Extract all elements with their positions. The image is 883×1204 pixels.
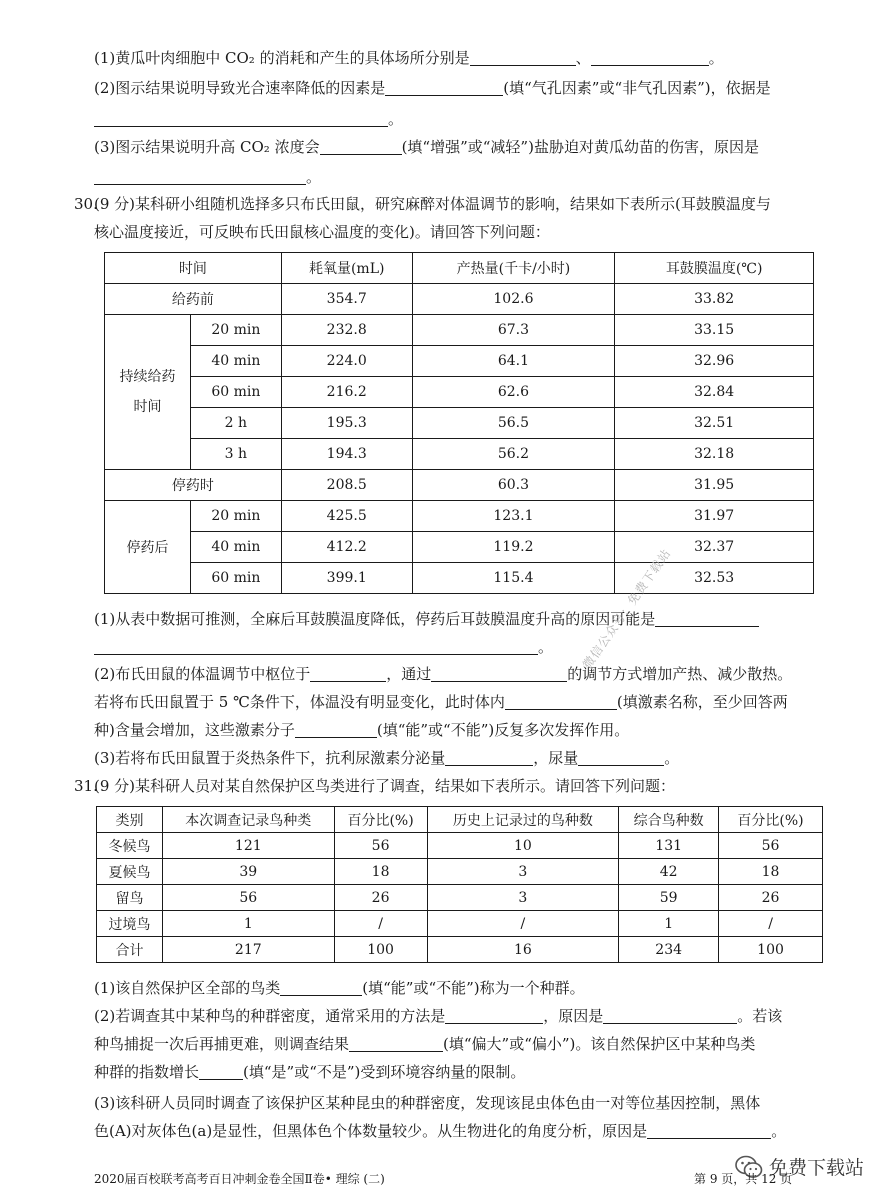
header-cell: 百分比(%)	[334, 807, 427, 833]
table-cell: 32.84	[615, 377, 814, 408]
table-cell: 425.5	[281, 501, 412, 532]
answer-blank[interactable]	[470, 49, 576, 66]
q31-part3: (3)该科研人员同时调查了该保护区某种昆虫的种群密度，发现该昆虫体色由一对等位基因控制，黑体	[94, 1094, 761, 1112]
table-row	[97, 833, 823, 859]
footer-left: 2020届百校联考高考百日冲刺金卷全国Ⅱ卷• 理综 (二)	[94, 1172, 385, 1186]
q31-part3-cont: 色(A)对灰体色(a)是显性，但黑体色个体数量较少。从生物进化的角度分析，原因是 。	[94, 1122, 787, 1140]
table-cell: 119.2	[412, 532, 615, 563]
table-cell: 216.2	[281, 377, 412, 408]
time-cell: 20 min	[190, 315, 281, 346]
table-row	[105, 501, 814, 532]
table-cell: 42	[619, 859, 719, 885]
answer-blank[interactable]	[94, 638, 538, 655]
answer-blank[interactable]	[295, 721, 377, 738]
table-row	[105, 470, 814, 501]
table-cell: 32.37	[615, 532, 814, 563]
time-cell: 40 min	[190, 346, 281, 377]
table-row	[105, 284, 814, 315]
time-cell: 40 min	[190, 532, 281, 563]
answer-blank[interactable]	[578, 749, 664, 766]
table-cell: 208.5	[281, 470, 412, 501]
table-cell: 33.82	[615, 284, 814, 315]
header-cell: 耗氧量(mL)	[281, 253, 412, 284]
table-cell: 33.15	[615, 315, 814, 346]
answer-blank[interactable]	[655, 610, 759, 627]
table-cell: /	[334, 911, 427, 937]
row-label: 夏候鸟	[97, 859, 163, 885]
table-cell: 56	[334, 833, 427, 859]
table-cell: 18	[334, 859, 427, 885]
header-cell: 耳鼓膜温度(℃)	[615, 253, 814, 284]
table-cell: 56	[719, 833, 823, 859]
q30-part3: (3)若将布氏田鼠置于炎热条件下，抗利尿激素分泌量 ，尿量 。	[94, 749, 680, 767]
answer-blank[interactable]	[647, 1122, 771, 1139]
table-cell: 32.18	[615, 439, 814, 470]
table-row	[97, 937, 823, 963]
q29-part2-cont: 。	[94, 109, 827, 129]
table-cell: 31.97	[615, 501, 814, 532]
q31-data-table	[96, 806, 823, 963]
q30-data-table	[104, 252, 814, 594]
header-cell: 本次调查记录鸟种类	[162, 807, 334, 833]
header-cell: 综合鸟种数	[619, 807, 719, 833]
table-cell: 121	[162, 833, 334, 859]
table-row	[105, 346, 814, 377]
table-cell: 64.1	[412, 346, 615, 377]
table-cell: 232.8	[281, 315, 412, 346]
table-row	[105, 439, 814, 470]
table-cell: 26	[334, 885, 427, 911]
header-cell: 类别	[97, 807, 163, 833]
group-label	[105, 315, 191, 470]
table-cell: 217	[162, 937, 334, 963]
answer-blank[interactable]	[199, 1063, 243, 1080]
row-label: 停药时	[105, 470, 282, 501]
q31-number: 31.	[74, 777, 98, 795]
table-cell: 412.2	[281, 532, 412, 563]
table-cell: 1	[619, 911, 719, 937]
time-cell: 2 h	[190, 408, 281, 439]
q31-part2: (2)若调查其中某种鸟的种群密度，通常采用的方法是 ，原因是 。若该	[94, 1007, 783, 1025]
table-cell: 194.3	[281, 439, 412, 470]
table-row	[105, 532, 814, 563]
table-cell: 1	[162, 911, 334, 937]
table-row	[97, 859, 823, 885]
table-row	[105, 408, 814, 439]
table-cell: 234	[619, 937, 719, 963]
q29-part1: (1)黄瓜叶肉细胞中 CO₂ 的消耗和产生的具体场所分别是 、 。	[94, 49, 724, 67]
table-cell: 56	[162, 885, 334, 911]
q29-part3: (3)图示结果说明升高 CO₂ 浓度会 (填“增强”或“减轻”)盐胁迫对黄瓜幼苗的伤害，原因是	[94, 138, 759, 156]
table-header-row	[105, 253, 814, 284]
q31-stem: (9 分)某科研人员对某自然保护区鸟类进行了调查，结果如下表所示。请回答下列问题：	[94, 777, 676, 795]
table-row	[105, 377, 814, 408]
table-cell: 195.3	[281, 408, 412, 439]
table-cell: 56.5	[412, 408, 615, 439]
table-cell: 100	[334, 937, 427, 963]
answer-blank[interactable]	[591, 49, 709, 66]
table-cell: 31.95	[615, 470, 814, 501]
q31-part1: (1)该自然保护区全部的鸟类 (填“能”或“不能”)称为一个种群。	[94, 979, 585, 997]
table-cell: 16	[427, 937, 619, 963]
time-cell: 3 h	[190, 439, 281, 470]
header-cell: 时间	[105, 253, 282, 284]
table-cell: 32.53	[615, 563, 814, 594]
answer-blank[interactable]	[431, 665, 567, 682]
row-label: 留鸟	[97, 885, 163, 911]
table-row	[97, 911, 823, 937]
answer-blank[interactable]	[349, 1035, 443, 1052]
row-label: 过境鸟	[97, 911, 163, 937]
q31-part2-cont: 种鸟捕捉一次后再捕更难，则调查结果 (填“偏大”或“偏小”)。该自然保护区中某种鸟类	[94, 1035, 756, 1053]
table-cell: 354.7	[281, 284, 412, 315]
row-label: 给药前	[105, 284, 282, 315]
table-cell: 131	[619, 833, 719, 859]
answer-blank[interactable]	[280, 979, 362, 996]
table-cell: 115.4	[412, 563, 615, 594]
time-cell: 60 min	[190, 377, 281, 408]
table-cell: 32.51	[615, 408, 814, 439]
table-cell: 3	[427, 859, 619, 885]
q30-part2-cont2: 种)含量会增加，这些激素分子 (填“能”或“不能”)反复多次发挥作用。	[94, 721, 630, 739]
q30-number: 30.	[74, 195, 98, 213]
time-cell: 20 min	[190, 501, 281, 532]
table-cell: /	[719, 911, 823, 937]
answer-blank[interactable]	[505, 693, 617, 710]
q30-stem-cont: 核心温度接近，可反映布氏田鼠核心温度的变化)。请回答下列问题：	[94, 223, 550, 241]
table-cell: 67.3	[412, 315, 615, 346]
watermark: 微信公众号：免费下载站	[580, 546, 674, 672]
table-cell: 123.1	[412, 501, 615, 532]
answer-blank[interactable]	[320, 138, 402, 155]
table-cell: 32.96	[615, 346, 814, 377]
table-row	[97, 885, 823, 911]
header-cell: 产热量(千卡/小时)	[412, 253, 615, 284]
row-label: 冬候鸟	[97, 833, 163, 859]
answer-blank[interactable]	[94, 168, 306, 185]
table-cell: 26	[719, 885, 823, 911]
answer-blank[interactable]	[94, 110, 388, 127]
answer-blank[interactable]	[385, 79, 503, 96]
table-header-row	[97, 807, 823, 833]
group-label: 停药后	[105, 501, 191, 594]
q29-part2: (2)图示结果说明导致光合速率降低的因素是 (填“气孔因素”或“非气孔因素”)，依据是	[94, 79, 771, 97]
table-cell: 399.1	[281, 563, 412, 594]
table-cell: 39	[162, 859, 334, 885]
row-label: 合计	[97, 937, 163, 963]
footer-page-number: 第 9 页，共 12 页	[694, 1172, 793, 1186]
table-cell: 59	[619, 885, 719, 911]
table-cell: 102.6	[412, 284, 615, 315]
q30-part1-cont: 。	[94, 637, 827, 657]
q30-part1: (1)从表中数据可推测，全麻后耳鼓膜温度降低，停药后耳鼓膜温度升高的原因可能是	[94, 609, 827, 629]
q30-stem: (9 分)某科研小组随机选择多只布氏田鼠，研究麻醉对体温调节的影响，结果如下表所示(耳鼓膜温度与	[94, 195, 771, 213]
answer-blank[interactable]	[310, 665, 386, 682]
q30-part2-cont: 若将布氏田鼠置于 5 ℃条件下，体温没有明显变化，此时体内 (填激素名称，至少回答两	[94, 693, 788, 711]
wechat-label: 免费下载站	[769, 1157, 865, 1179]
time-cell: 60 min	[190, 563, 281, 594]
answer-blank[interactable]	[603, 1007, 737, 1024]
group-label-text: 持续给药时间	[119, 369, 176, 415]
answer-blank[interactable]	[445, 1007, 543, 1024]
table-cell: 56.2	[412, 439, 615, 470]
q30-part2: (2)布氏田鼠的体温调节中枢位于 ，通过 的调节方式增加产热、减少散热。	[94, 665, 793, 683]
table-cell: 3	[427, 885, 619, 911]
header-cell: 百分比(%)	[719, 807, 823, 833]
table-cell: 18	[719, 859, 823, 885]
q31-part2-cont2: 种群的指数增长 (填“是”或“不是”)受到环境容纳量的限制。	[94, 1063, 526, 1081]
table-row	[105, 315, 814, 346]
table-cell: 10	[427, 833, 619, 859]
table-cell: 224.0	[281, 346, 412, 377]
table-cell: /	[427, 911, 619, 937]
table-row	[105, 563, 814, 594]
answer-blank[interactable]	[445, 749, 533, 766]
q29-part3-cont: 。	[94, 167, 827, 187]
table-cell: 60.3	[412, 470, 615, 501]
table-cell: 100	[719, 937, 823, 963]
table-cell: 62.6	[412, 377, 615, 408]
header-cell: 历史上记录过的鸟种数	[427, 807, 619, 833]
